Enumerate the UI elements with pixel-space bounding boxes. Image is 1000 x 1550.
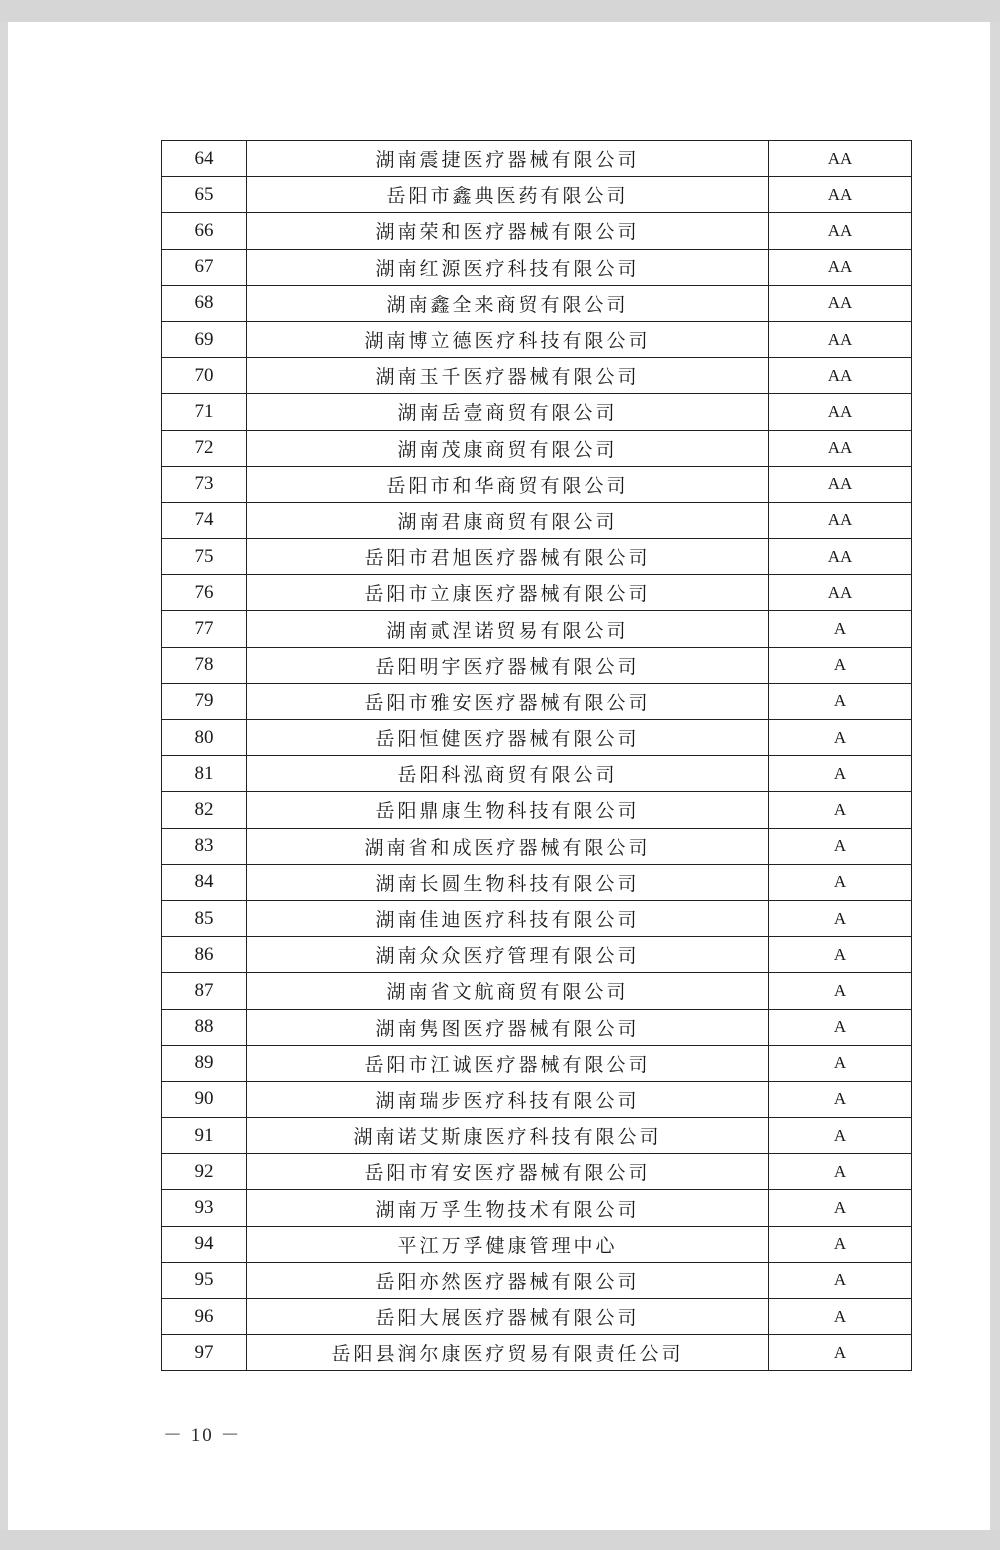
page-number: － 10 － [163, 1425, 242, 1446]
row-number: 67 [162, 249, 247, 285]
credit-grade: AA [769, 321, 912, 357]
credit-grade: A [769, 937, 912, 973]
table-row [162, 249, 912, 285]
credit-grade: AA [769, 249, 912, 285]
company-name: 湖南省文航商贸有限公司 [247, 973, 769, 1009]
row-number: 81 [162, 756, 247, 792]
credit-grade: AA [769, 394, 912, 430]
row-number: 68 [162, 285, 247, 321]
credit-grade: A [769, 1226, 912, 1262]
company-name: 湖南荣和医疗器械有限公司 [247, 213, 769, 249]
company-name: 岳阳明宇医疗器械有限公司 [247, 647, 769, 683]
credit-grade: AA [769, 141, 912, 177]
credit-grade: AA [769, 285, 912, 321]
scan-border-top [0, 0, 1000, 22]
row-number: 75 [162, 539, 247, 575]
company-name: 岳阳市雅安医疗器械有限公司 [247, 683, 769, 719]
row-number: 92 [162, 1154, 247, 1190]
company-name: 岳阳县润尔康医疗贸易有限责任公司 [247, 1335, 769, 1371]
row-number: 87 [162, 973, 247, 1009]
scan-border-bottom [0, 1530, 1000, 1550]
credit-grade: A [769, 1299, 912, 1335]
credit-grade: A [769, 1190, 912, 1226]
row-number: 82 [162, 792, 247, 828]
row-number: 88 [162, 1009, 247, 1045]
row-number: 80 [162, 720, 247, 756]
company-name: 岳阳市和华商贸有限公司 [247, 466, 769, 502]
table-row [162, 1009, 912, 1045]
table-row [162, 647, 912, 683]
company-name: 湖南隽图医疗器械有限公司 [247, 1009, 769, 1045]
company-name: 湖南众众医疗管理有限公司 [247, 937, 769, 973]
credit-grade: A [769, 792, 912, 828]
company-name: 岳阳鼎康生物科技有限公司 [247, 792, 769, 828]
table-row [162, 900, 912, 936]
company-name: 岳阳市立康医疗器械有限公司 [247, 575, 769, 611]
credit-grade: A [769, 1045, 912, 1081]
row-number: 66 [162, 213, 247, 249]
company-name: 平江万孚健康管理中心 [247, 1226, 769, 1262]
company-name: 岳阳恒健医疗器械有限公司 [247, 720, 769, 756]
company-name: 湖南长圆生物科技有限公司 [247, 864, 769, 900]
row-number: 70 [162, 358, 247, 394]
credit-grade: A [769, 973, 912, 1009]
table-row [162, 141, 912, 177]
row-number: 94 [162, 1226, 247, 1262]
table-row [162, 575, 912, 611]
credit-grade: AA [769, 358, 912, 394]
company-name: 湖南红源医疗科技有限公司 [247, 249, 769, 285]
company-name: 湖南博立德医疗科技有限公司 [247, 321, 769, 357]
table-row [162, 1299, 912, 1335]
row-number: 65 [162, 177, 247, 213]
credit-grade: A [769, 1262, 912, 1298]
document-page [8, 22, 990, 1530]
credit-grade: A [769, 864, 912, 900]
company-name: 湖南贰涅诺贸易有限公司 [247, 611, 769, 647]
row-number: 73 [162, 466, 247, 502]
company-name: 湖南诺艾斯康医疗科技有限公司 [247, 1118, 769, 1154]
row-number: 96 [162, 1299, 247, 1335]
table-row [162, 285, 912, 321]
credit-grade: A [769, 1009, 912, 1045]
credit-grade: AA [769, 430, 912, 466]
table-row [162, 394, 912, 430]
table-row [162, 792, 912, 828]
row-number: 95 [162, 1262, 247, 1298]
company-name: 湖南玉千医疗器械有限公司 [247, 358, 769, 394]
table-row [162, 358, 912, 394]
table-row [162, 720, 912, 756]
company-name: 岳阳市江诚医疗器械有限公司 [247, 1045, 769, 1081]
row-number: 78 [162, 647, 247, 683]
credit-grade: A [769, 720, 912, 756]
table-row [162, 864, 912, 900]
company-name: 湖南万孚生物技术有限公司 [247, 1190, 769, 1226]
table-row [162, 937, 912, 973]
credit-grade: A [769, 683, 912, 719]
table-row [162, 973, 912, 1009]
row-number: 90 [162, 1081, 247, 1117]
credit-grade: AA [769, 575, 912, 611]
row-number: 91 [162, 1118, 247, 1154]
company-name: 湖南震捷医疗器械有限公司 [247, 141, 769, 177]
credit-grade: AA [769, 502, 912, 538]
row-number: 85 [162, 900, 247, 936]
row-number: 76 [162, 575, 247, 611]
company-name: 湖南茂康商贸有限公司 [247, 430, 769, 466]
table-body [162, 141, 912, 1371]
row-number: 74 [162, 502, 247, 538]
table-row [162, 611, 912, 647]
credit-grade: A [769, 1335, 912, 1371]
credit-grade: AA [769, 466, 912, 502]
row-number: 72 [162, 430, 247, 466]
row-number: 97 [162, 1335, 247, 1371]
table-row [162, 321, 912, 357]
company-name: 岳阳市鑫典医药有限公司 [247, 177, 769, 213]
table-row [162, 1190, 912, 1226]
table-row [162, 213, 912, 249]
credit-grade: A [769, 1154, 912, 1190]
row-number: 93 [162, 1190, 247, 1226]
credit-grade: AA [769, 539, 912, 575]
company-name: 湖南瑞步医疗科技有限公司 [247, 1081, 769, 1117]
credit-grade: A [769, 756, 912, 792]
table-row [162, 1045, 912, 1081]
row-number: 77 [162, 611, 247, 647]
row-number: 69 [162, 321, 247, 357]
credit-grade: A [769, 647, 912, 683]
credit-grade-table [161, 140, 912, 1371]
table-row [162, 502, 912, 538]
company-name: 岳阳市宥安医疗器械有限公司 [247, 1154, 769, 1190]
row-number: 71 [162, 394, 247, 430]
table-row [162, 539, 912, 575]
table-row [162, 683, 912, 719]
company-name: 岳阳科泓商贸有限公司 [247, 756, 769, 792]
row-number: 83 [162, 828, 247, 864]
table-row [162, 1154, 912, 1190]
table-row [162, 466, 912, 502]
credit-grade: AA [769, 213, 912, 249]
table-row [162, 177, 912, 213]
company-name: 湖南省和成医疗器械有限公司 [247, 828, 769, 864]
row-number: 89 [162, 1045, 247, 1081]
company-name: 湖南岳壹商贸有限公司 [247, 394, 769, 430]
table-row [162, 430, 912, 466]
row-number: 79 [162, 683, 247, 719]
company-name: 岳阳市君旭医疗器械有限公司 [247, 539, 769, 575]
row-number: 64 [162, 141, 247, 177]
table-row [162, 1226, 912, 1262]
credit-grade: A [769, 1081, 912, 1117]
table-row [162, 828, 912, 864]
table-row [162, 756, 912, 792]
row-number: 86 [162, 937, 247, 973]
table-row [162, 1262, 912, 1298]
company-name: 岳阳亦然医疗器械有限公司 [247, 1262, 769, 1298]
company-name: 湖南君康商贸有限公司 [247, 502, 769, 538]
table-row [162, 1335, 912, 1371]
credit-grade: A [769, 611, 912, 647]
table-row [162, 1081, 912, 1117]
company-name: 湖南佳迪医疗科技有限公司 [247, 900, 769, 936]
credit-grade: A [769, 1118, 912, 1154]
credit-grade: A [769, 828, 912, 864]
table-row [162, 1118, 912, 1154]
row-number: 84 [162, 864, 247, 900]
credit-grade: AA [769, 177, 912, 213]
company-name: 湖南鑫全来商贸有限公司 [247, 285, 769, 321]
company-name: 岳阳大展医疗器械有限公司 [247, 1299, 769, 1335]
credit-grade: A [769, 900, 912, 936]
